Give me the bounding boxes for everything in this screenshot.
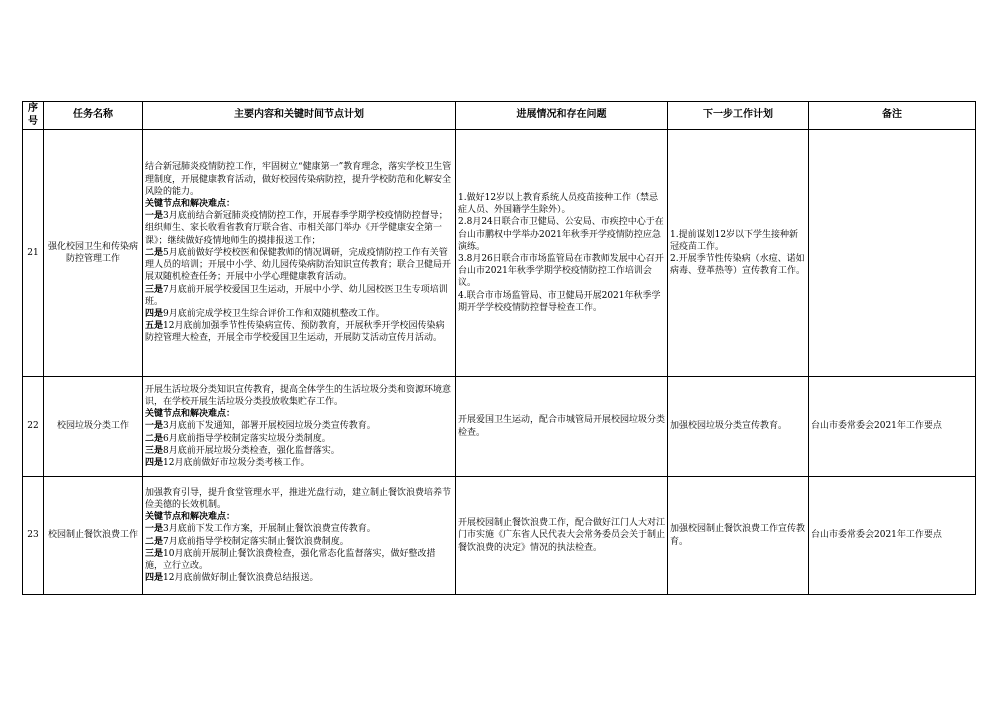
table-row <box>23 377 976 477</box>
plan-item-text: 3月底前下发通知，部署开展校园垃圾分类宣传教育。 <box>163 421 376 432</box>
plan-item-lead: 三是 <box>145 284 164 295</box>
plan-item-lead: 一是 <box>145 524 164 535</box>
next-plan-cell <box>668 477 809 595</box>
task-table <box>22 101 976 595</box>
plan-item-text: 3月底前结合新冠肺炎疫情防控工作，开展春季学期学校疫情防控督导；组织师生、家长收看省教育厅联合省、市相关部门举办《开学健康安全第一课》；继续做好疫情地师生的摸排报送工作； <box>145 211 448 246</box>
plan-item-lead: 一是 <box>145 421 164 432</box>
plan-item-text: 5月底前做好学校校医和保健教师的情况调研，完成疫情防控工作有关管理人员的培训；开展中小学、幼儿园传染病防治知识宣传教育；联合卫健局开展双随机检查任务；开展中小学心理健康教育活动。 <box>145 247 452 283</box>
plan-item <box>145 284 453 308</box>
note-cell: 台山市委常委会2021年工作要点 <box>809 377 976 477</box>
key-nodes-title: 关键节点和解决难点： <box>145 409 236 420</box>
header-task-name: 任务名称 <box>44 102 143 130</box>
plan-item-text: 7月底前开展学校爱国卫生运动，开展中小学、幼儿园校医卫生专项培训班。 <box>145 284 448 307</box>
plan-item-lead: 四是 <box>145 308 164 319</box>
progress-cell <box>456 377 668 477</box>
plan-item <box>145 457 453 469</box>
row-number: 21 <box>23 130 44 377</box>
plan-intro: 开展生活垃圾分类知识宣传教育，提高全体学生的生活垃圾分类和资源环境意识，在学校开展生活垃圾分类投放收集贮存工作。 <box>145 384 452 407</box>
plan-item-lead: 五是 <box>145 321 164 332</box>
plan-item <box>145 548 453 572</box>
plan-intro: 结合新冠肺炎疫情防控工作，牢固树立“健康第一”教育理念，落实学校卫生管理制度，开展健康教育活动，做好校园传染病防控，提升学校防范和化解安全风险的能力。 <box>145 162 452 197</box>
plan-cell <box>143 130 456 377</box>
header-next-plan: 下一步工作计划 <box>668 102 809 130</box>
progress-item: 4.联合市市场监管局、市卫健局开展2021年秋季学期开学学校疫情防控督导检查工作。 <box>458 290 661 313</box>
plan-item-lead: 四是 <box>145 573 164 584</box>
plan-item <box>145 247 453 284</box>
plan-item-text: 7月底前指导学校制定落实制止餐饮浪费制度。 <box>163 536 349 547</box>
table-header-row <box>23 102 976 130</box>
plan-item-text: 3月底前下发工作方案，开展制止餐饮浪费宣传教育。 <box>163 524 376 535</box>
progress-cell <box>456 477 668 595</box>
plan-cell <box>143 477 456 595</box>
plan-item-lead: 二是 <box>145 433 164 444</box>
note-cell: 台山市委常委会2021年工作要点 <box>809 477 976 595</box>
progress-item: 3.8月26日联合市市场监管局在市教师发展中心召开台山市2021年秋季学期学校疫情防控工作培训会议。 <box>458 254 664 289</box>
plan-item <box>145 320 453 344</box>
plan-item-lead: 四是 <box>145 458 164 468</box>
progress-item: 开展校园制止餐饮浪费工作，配合做好江门人大对江门市实施《广东省人民代表大会常务委员会关于制止餐饮浪费的决定》情况的执法检查。 <box>458 518 666 553</box>
plan-cell <box>143 377 456 477</box>
row-number: 22 <box>23 377 44 477</box>
progress-item: 开展爱国卫生运动，配合市城管局开展校园垃圾分类检查。 <box>458 415 666 438</box>
progress-cell <box>456 130 668 377</box>
plan-item <box>145 572 453 584</box>
row-number: 23 <box>23 477 44 595</box>
next-plan-cell <box>668 377 809 477</box>
header-progress: 进展情况和存在问题 <box>456 102 668 130</box>
table-row <box>23 477 976 595</box>
plan-item-text: 10月底前开展制止餐饮浪费检查，强化常态化监督落实，做好整改措施，立行立改。 <box>145 548 436 571</box>
key-nodes-title: 关键节点和解决难点： <box>145 512 236 523</box>
next-plan-item: 加强校园垃圾分类宣传教育。 <box>670 421 788 432</box>
key-nodes-title: 关键节点和解决难点： <box>145 199 236 210</box>
header-note: 备注 <box>809 102 976 130</box>
plan-intro: 加强教育引导，提升食堂管理水平，推进光盘行动，建立制止餐饮浪费培养节俭美德的长效机制。 <box>145 487 452 510</box>
plan-item-text: 12月底前做好制止餐饮浪费总结报送。 <box>163 573 319 584</box>
next-plan-item: 2.开展季节性传染病（水痘、诺如病毒、登革热等）宣传教育工作。 <box>670 254 806 277</box>
plan-item-text: 9月底前完成学校卫生综合评价工作和双随机整改工作。 <box>163 308 385 319</box>
plan-item <box>145 210 453 247</box>
progress-item: 1.做好12岁以上教育系统人员疫苗接种工作（禁忌症人员、外国籍学生除外）。 <box>458 192 659 216</box>
header-plan: 主要内容和关键时间节点计划 <box>143 102 456 130</box>
plan-item-lead: 二是 <box>145 536 164 547</box>
table-row <box>23 130 976 377</box>
header-seq: 序号 <box>23 102 44 130</box>
plan-item-text: 8月底前开展垃圾分类检查，强化监督落实。 <box>163 445 340 456</box>
plan-item <box>145 445 453 457</box>
plan-item <box>145 523 453 535</box>
next-plan-cell <box>668 130 809 377</box>
note-cell <box>809 130 976 377</box>
plan-item-lead: 一是 <box>145 211 164 222</box>
plan-item-lead: 三是 <box>145 445 164 456</box>
plan-item <box>145 433 453 445</box>
task-name: 强化校园卫生和传染病防控管理工作 <box>44 130 143 377</box>
plan-item <box>145 308 453 320</box>
plan-item-text: 12月底前加强季节性传染病宣传、预防教育，开展秋季开学校园传染病防控管理大检查，开展全市学校爱国卫生运动，开展防艾活动宣传月活动。 <box>145 321 445 344</box>
task-name: 校园垃圾分类工作 <box>44 377 143 477</box>
next-plan-item: 加强校园制止餐饮浪费工作宣传教育。 <box>670 524 806 547</box>
plan-item <box>145 420 453 432</box>
plan-item-text: 6月底前指导学校制定落实垃圾分类制度。 <box>163 433 331 444</box>
plan-item-lead: 三是 <box>145 548 164 559</box>
next-plan-item: 1.提前谋划12岁以下学生接种新冠疫苗工作。 <box>670 229 799 252</box>
task-name: 校园制止餐饮浪费工作 <box>44 477 143 595</box>
plan-item-lead: 二是 <box>145 247 164 258</box>
plan-item-text: 12月底前做好市垃圾分类考核工作。 <box>163 458 310 468</box>
plan-item <box>145 536 453 548</box>
progress-item: 2.8月24日联合市卫健局、公安局、市疾控中心于在台山市鹏权中学举办2021年秋季开学疫情防控应急演练。 <box>458 217 664 252</box>
